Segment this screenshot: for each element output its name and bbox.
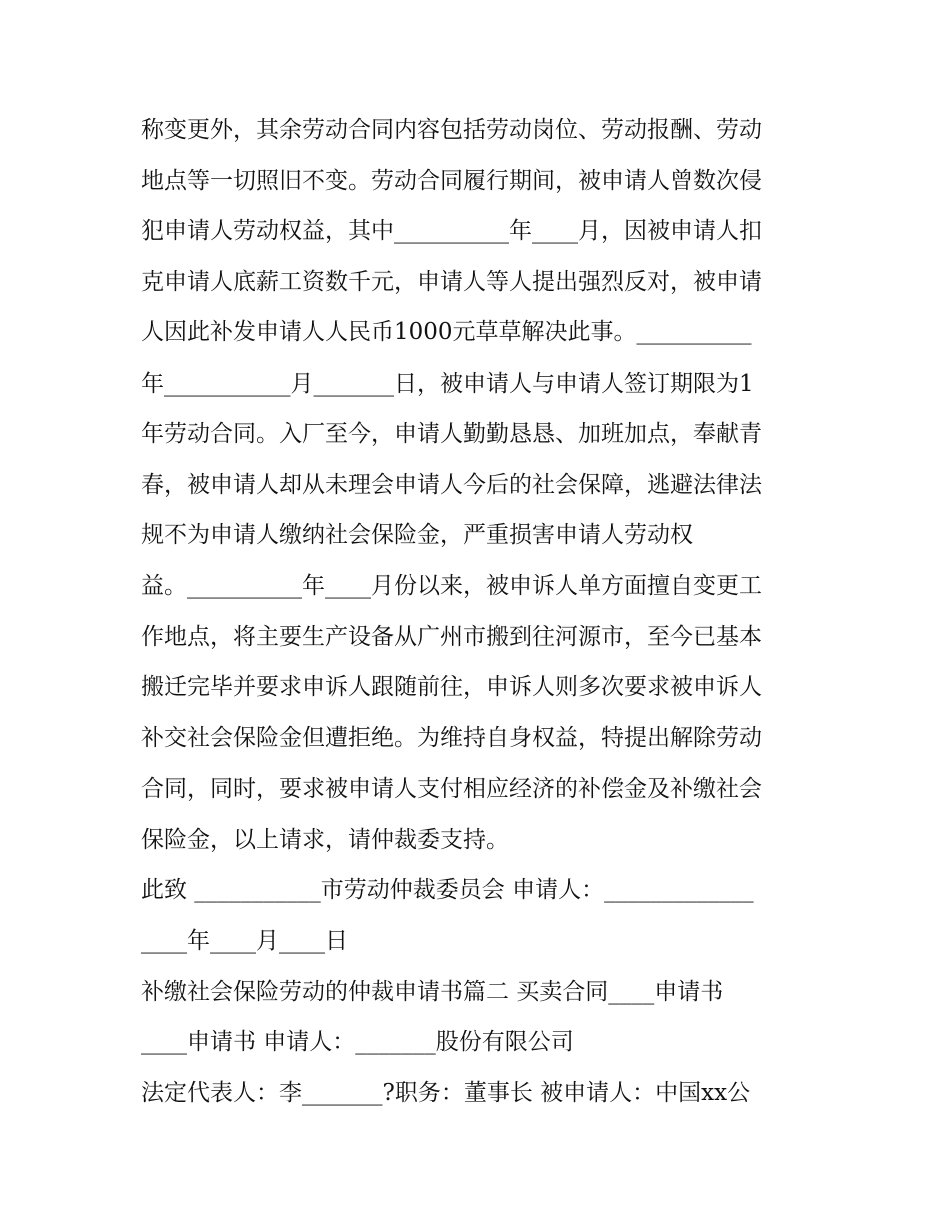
text-line: 年劳动合同。入厂至今，申请人勤勤恳恳、加班加点，奉献青 <box>141 421 762 447</box>
text-line: 作地点，将主要生产设备从广州市搬到往河源市，至今已基本 <box>141 624 762 650</box>
text-line: 春，被申请人却从未理会申请人今后的社会保障，逃避法律法 <box>141 472 762 498</box>
text-line: 犯申请人劳动权益，其中__________年____月，因被申请人扣 <box>141 218 762 244</box>
text-line: 合同，同时，要求被申请人支付相应经济的补偿金及补缴社会 <box>141 776 762 802</box>
text-line: 益。__________年____月份以来，被申诉人单方面擅自变更工 <box>141 573 762 599</box>
text-line: 规不为申请人缴纳社会保险金，严重损害申请人劳动权 <box>141 522 693 548</box>
text-line: 搬迁完毕并要求申诉人跟随前往，申诉人则多次要求被申诉人 <box>141 674 762 700</box>
text-line: 此致 ___________市劳动仲裁委员会 申请人：_____________ <box>141 877 754 903</box>
text-line: 称变更外，其余劳动合同内容包括劳动岗位、劳动报酬、劳动 <box>141 117 762 143</box>
text-line: 保险金，以上请求，请仲裁委支持。 <box>141 827 509 853</box>
text-line: 地点等一切照旧不变。劳动合同履行期间，被申请人曾数次侵 <box>141 168 762 194</box>
text-line: 克申请人底薪工资数千元，申请人等人提出强烈反对，被申请 <box>141 269 762 295</box>
text-line: 补交社会保险金但遭拒绝。为维持自身权益，特提出解除劳动 <box>141 725 762 751</box>
text-line: 年___________月_______日，被申请人与申请人签订期限为1 <box>141 371 754 397</box>
text-line: ____年____月____日 <box>141 928 348 954</box>
text-line: 法定代表人：李_______?职务：董事长 被申请人：中国xx公 <box>141 1080 751 1106</box>
text-line: ____申请书 申请人：_______股份有限公司 <box>141 1029 574 1055</box>
text-line: 人因此补发申请人人民币1000元草草解决此事。__________ <box>141 319 752 345</box>
text-line: 补缴社会保险劳动的仲裁申请书篇二 买卖合同____申请书 <box>141 979 724 1005</box>
